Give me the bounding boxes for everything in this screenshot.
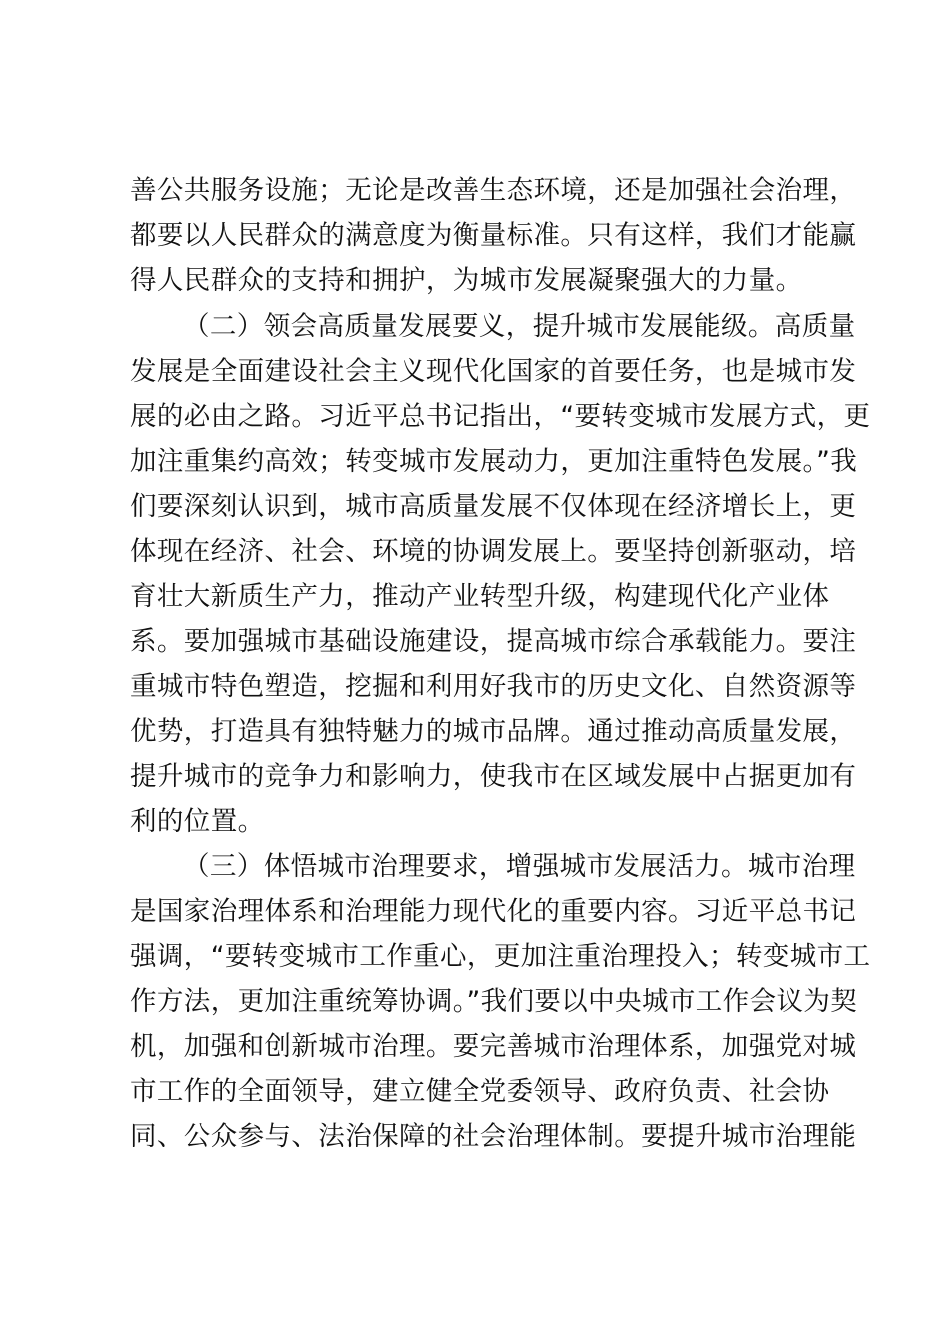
section-heading-line: （二）领会高质量发展要义，提升城市发展能级。高质量 bbox=[183, 311, 856, 342]
text-line: 都要以人民群众的满意度为衡量标准。只有这样，我们才能赢 bbox=[130, 220, 857, 251]
text-line: 作方法，更加注重统筹协调。”我们要以中央城市工作会议为契 bbox=[130, 986, 858, 1017]
text-line: 利的位置。 bbox=[130, 806, 265, 837]
text-line: 重城市特色塑造，挖掘和利用好我市的历史文化、自然资源等 bbox=[130, 671, 857, 702]
text-line: 市工作的全面领导，建立健全党委领导、政府负责、社会协 bbox=[130, 1076, 830, 1107]
text-line: 优势，打造具有独特魅力的城市品牌。通过推动高质量发展， bbox=[130, 716, 857, 747]
text-line: 机，加强和创新城市治理。要完善城市治理体系，加强党对城 bbox=[130, 1031, 857, 1062]
text-line: 加注重集约高效；转变城市发展动力，更加注重特色发展。”我 bbox=[130, 446, 858, 477]
section-heading-line: （三）体悟城市治理要求，增强城市发展活力。城市治理 bbox=[183, 851, 856, 882]
text-line: 展的必由之路。习近平总书记指出，“要转变城市发展方式，更 bbox=[130, 401, 871, 432]
text-line: 是国家治理体系和治理能力现代化的重要内容。习近平总书记 bbox=[130, 896, 857, 927]
text-line: 得人民群众的支持和拥护，为城市发展凝聚强大的力量。 bbox=[130, 265, 803, 296]
text-line: 体现在经济、社会、环境的协调发展上。要坚持创新驱动，培 bbox=[130, 536, 857, 567]
text-line: 强调，“要转变城市工作重心，更加注重治理投入；转变城市工 bbox=[130, 941, 871, 972]
text-line: 们要深刻认识到，城市高质量发展不仅体现在经济增长上，更 bbox=[130, 491, 857, 522]
text-line: 提升城市的竞争力和影响力，使我市在区域发展中占据更加有 bbox=[130, 761, 857, 792]
text-line: 育壮大新质生产力，推动产业转型升级，构建现代化产业体 bbox=[130, 581, 830, 612]
text-line: 同、公众参与、法治保障的社会治理体制。要提升城市治理能 bbox=[130, 1121, 857, 1152]
text-line: 善公共服务设施；无论是改善生态环境，还是加强社会治理， bbox=[130, 175, 857, 206]
text-line: 系。要加强城市基础设施建设，提高城市综合承载能力。要注 bbox=[130, 626, 857, 657]
text-line: 发展是全面建设社会主义现代化国家的首要任务，也是城市发 bbox=[130, 356, 857, 387]
